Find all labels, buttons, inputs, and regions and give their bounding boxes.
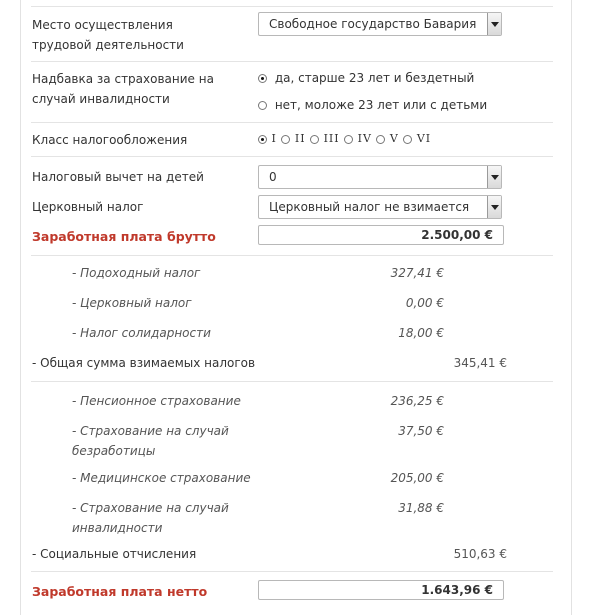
taxes-total-label: - Общая сумма взимаемых налогов: [32, 356, 256, 370]
tax-item-value: 0,00 €: [405, 296, 444, 310]
church-tax-select[interactable]: [258, 195, 502, 219]
tax-class-option-i[interactable]: [258, 132, 277, 145]
divider: [31, 255, 553, 256]
disability-option-yes[interactable]: [258, 71, 474, 85]
chevron-down-icon[interactable]: [487, 196, 501, 218]
tax-class-radio-group: [258, 132, 431, 145]
social-item-value: 205,00 €: [390, 471, 444, 485]
divider: [31, 571, 553, 572]
tax-class-option-label: II: [294, 132, 306, 145]
child-allowance-select[interactable]: [258, 165, 502, 189]
tax-item-value: 327,41 €: [390, 266, 444, 280]
radio-i[interactable]: [258, 135, 267, 144]
tax-class-option-iv[interactable]: [344, 132, 372, 145]
radio-vi[interactable]: [403, 135, 412, 144]
net-salary-output: 1.643,96 €: [258, 580, 504, 600]
tax-class-option-label: V: [389, 132, 399, 145]
tax-class-option-v[interactable]: [376, 132, 398, 145]
workplace-select-value: Свободное государство Бавария: [269, 17, 477, 31]
chevron-down-icon[interactable]: [487, 13, 501, 35]
tax-class-option-vi[interactable]: [403, 132, 431, 145]
tax-class-option-label: III: [323, 132, 340, 145]
tax-class-option-label: IV: [357, 132, 372, 145]
child-allowance-label: Налоговый вычет на детей: [32, 170, 204, 184]
tax-class-option-label: I: [271, 132, 277, 145]
workplace-select[interactable]: [258, 12, 502, 36]
radio-iv[interactable]: [344, 135, 353, 144]
tax-item-label: - Церковный налог: [72, 296, 192, 310]
divider: [31, 156, 553, 157]
gross-salary-label: Заработная плата брутто: [32, 229, 216, 244]
radio-v[interactable]: [376, 135, 385, 144]
chevron-down-icon[interactable]: [487, 166, 501, 188]
social-item-value: 236,25 €: [390, 394, 444, 408]
radio-iii[interactable]: [310, 135, 319, 144]
radio-yes[interactable]: [258, 74, 267, 83]
tax-class-option-ii[interactable]: [281, 132, 305, 145]
radio-no[interactable]: [258, 101, 267, 110]
taxes-total-value: 345,41 €: [453, 356, 507, 370]
social-total-label: - Социальные отчисления: [32, 547, 197, 561]
workplace-label: Место осуществления трудовой деятельности: [32, 18, 184, 52]
child-allowance-select-value: 0: [269, 170, 277, 184]
divider: [31, 61, 553, 62]
divider: [31, 381, 553, 382]
tax-class-option-iii[interactable]: [310, 132, 340, 145]
church-tax-select-value: Церковный налог не взимается: [269, 200, 470, 214]
disability-option-no-label: нет, моложе 23 лет или с детьми: [274, 98, 488, 112]
social-item-label: - Пенсионное страхование: [72, 394, 241, 408]
disability-option-no[interactable]: [258, 98, 487, 112]
tax-item-label: - Подоходный налог: [72, 266, 201, 280]
divider: [31, 6, 553, 7]
social-item-label: - Медицинское страхование: [72, 471, 251, 485]
radio-ii[interactable]: [281, 135, 290, 144]
tax-class-label: Класс налогообложения: [32, 133, 188, 147]
social-item-label: - Страхование на случай инвалидности: [72, 501, 229, 535]
gross-salary-input[interactable]: 2.500,00 €: [258, 225, 504, 245]
church-tax-label: Церковный налог: [32, 200, 144, 214]
social-item-value: 31,88 €: [398, 501, 444, 515]
disability-surcharge-label: Надбавка за страхование на случай инвалидности: [32, 72, 214, 106]
tax-item-label: - Налог солидарности: [72, 326, 211, 340]
net-salary-label: Заработная плата нетто: [32, 584, 208, 599]
social-item-value: 37,50 €: [398, 424, 444, 438]
tax-item-value: 18,00 €: [398, 326, 444, 340]
salary-calculator-panel: [20, 0, 572, 615]
disability-option-yes-label: да, старше 23 лет и бездетный: [274, 71, 475, 85]
social-total-value: 510,63 €: [453, 547, 507, 561]
tax-class-option-label: VI: [416, 132, 432, 145]
divider: [31, 122, 553, 123]
social-item-label: - Страхование на случай безработицы: [72, 424, 229, 458]
